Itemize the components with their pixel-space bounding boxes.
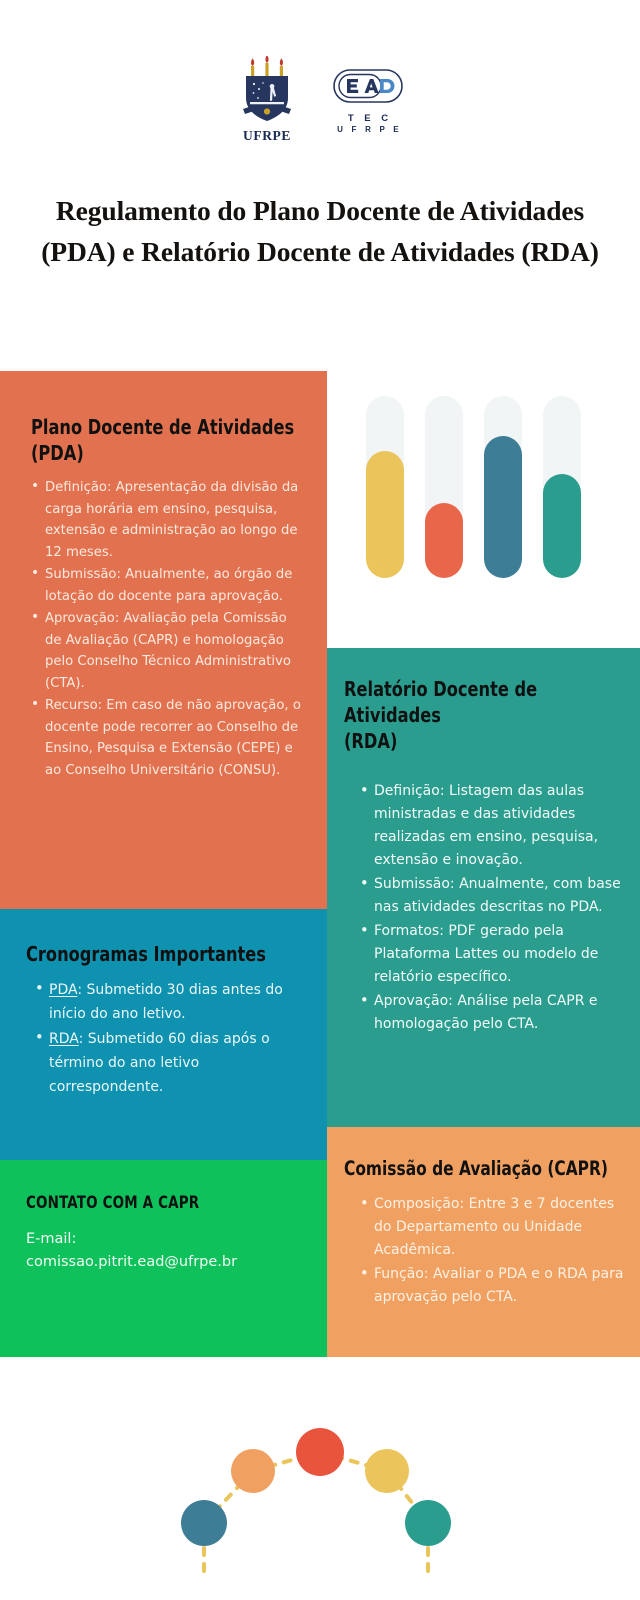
list-item <box>34 978 309 1026</box>
bar-slot <box>425 396 463 578</box>
term-pda-rest: : Submetido 30 dias antes do início do ano letivo. <box>49 982 283 1022</box>
ead-monogram-icon <box>332 66 404 112</box>
bar-fill-4 <box>543 474 581 578</box>
bar-slot <box>366 396 404 578</box>
email-label: E-mail: <box>26 1231 77 1247</box>
panel-cronogramas-list <box>34 978 309 1099</box>
ead-ufrpe-label: U F R P E <box>337 124 402 134</box>
list-item: • Submissão: Anualmente, com base nas atividades descritas no PDA. <box>359 873 624 919</box>
ufrpe-wordmark: UFRPE <box>243 128 291 143</box>
list-item: • Definição: Listagem das aulas ministradas e das atividades realizadas em ensino, pesquisa, extensão e inovação. <box>359 780 624 872</box>
dot-yellow <box>365 1449 409 1493</box>
list-item: • Aprovação: Avaliação pela Comissão de Avaliação (CAPR) e homologação pelo Conselho Técnico Administrativo (CTA). <box>30 608 307 694</box>
panel-pda-heading-line1: Plano Docente de Atividades <box>31 415 295 439</box>
list-item: • Composição: Entre 3 e 7 docentes do Departamento ou Unidade Acadêmica. <box>359 1193 624 1262</box>
panel-pda-body <box>30 477 307 781</box>
panel-cronogramas-heading: Cronogramas Importantes <box>26 942 266 966</box>
ufrpe-logo <box>236 56 298 144</box>
list-item: • Recurso: Em caso de não aprovação, o docente pode recorrer ao Conselho de Ensino, Pesquisa e Extensão (CEPE) e ao Conselho Universitário (CONSU). <box>30 695 307 781</box>
bar-fill-2 <box>425 503 463 578</box>
ufrpe-shield-crest-icon <box>236 56 298 126</box>
email-address[interactable]: comissao.pitrit.ead@ufrpe.br <box>26 1254 238 1270</box>
panel-pda-heading-line2: (PDA) <box>31 441 84 465</box>
panel-pda-heading <box>31 414 308 466</box>
list-item: • Definição: Apresentação da divisão da carga horária em ensino, pesquisa, extensão e administração ao longo de 12 meses. <box>30 477 307 563</box>
bar-slot <box>484 396 522 578</box>
panel-capr-list <box>359 1193 624 1309</box>
dot-blue <box>181 1500 227 1546</box>
list-item: • Formatos: PDF gerado pela Plataforma Lattes ou modelo de relatório específico. <box>359 920 624 989</box>
panel-cronogramas-body <box>34 978 309 1099</box>
panel-pda-list <box>30 477 307 781</box>
list-item: • Aprovação: Análise pela CAPR e homologação pelo CTA. <box>359 990 624 1036</box>
panel-rda-heading-line2: (RDA) <box>344 729 398 753</box>
panel-capr-heading: Comissão de Avaliação (CAPR) <box>344 1157 608 1180</box>
list-item: • Função: Avaliar o PDA e o RDA para aprovação pelo CTA. <box>359 1263 624 1309</box>
panel-rda-list <box>359 780 624 1036</box>
term-rda: RDA <box>49 1031 79 1047</box>
panel-contato-heading: CONTATO COM A CAPR <box>26 1193 200 1213</box>
dotted-arc-decoration <box>160 1378 480 1578</box>
panel-rda-body <box>359 780 624 1036</box>
panel-contato <box>0 1160 327 1357</box>
bar-fill-1 <box>366 451 404 578</box>
dot-orange <box>231 1449 275 1493</box>
panel-cronogramas <box>0 909 327 1160</box>
dot-teal <box>405 1500 451 1546</box>
page-title: Regulamento do Plano Docente de Atividades (PDA) e Relatório Docente de Atividades (RDA) <box>41 195 599 268</box>
bar-fill-3 <box>484 436 522 578</box>
panel-pda <box>0 371 327 909</box>
bar-chart-decoration <box>366 396 582 578</box>
panel-rda-heading-line1: Relatório Docente de Atividades <box>344 677 538 727</box>
panel-contato-body <box>26 1228 309 1274</box>
header-logos <box>0 52 640 148</box>
panel-rda <box>327 648 640 1127</box>
ead-tec-label: T E C <box>347 112 393 124</box>
term-rda-rest: : Submetido 60 dias após o término do ano letivo correspondente. <box>49 1031 270 1095</box>
panel-capr <box>327 1127 640 1357</box>
panel-rda-heading <box>344 676 634 754</box>
list-item: • Submissão: Anualmente, ao órgão de lotação do docente para aprovação. <box>30 564 307 607</box>
bar-slot <box>543 396 581 578</box>
dot-red <box>296 1428 344 1476</box>
term-pda: PDA <box>49 982 78 998</box>
ead-tec-ufrpe-logo <box>332 66 404 135</box>
list-item <box>34 1027 309 1099</box>
panel-capr-body <box>359 1193 624 1309</box>
